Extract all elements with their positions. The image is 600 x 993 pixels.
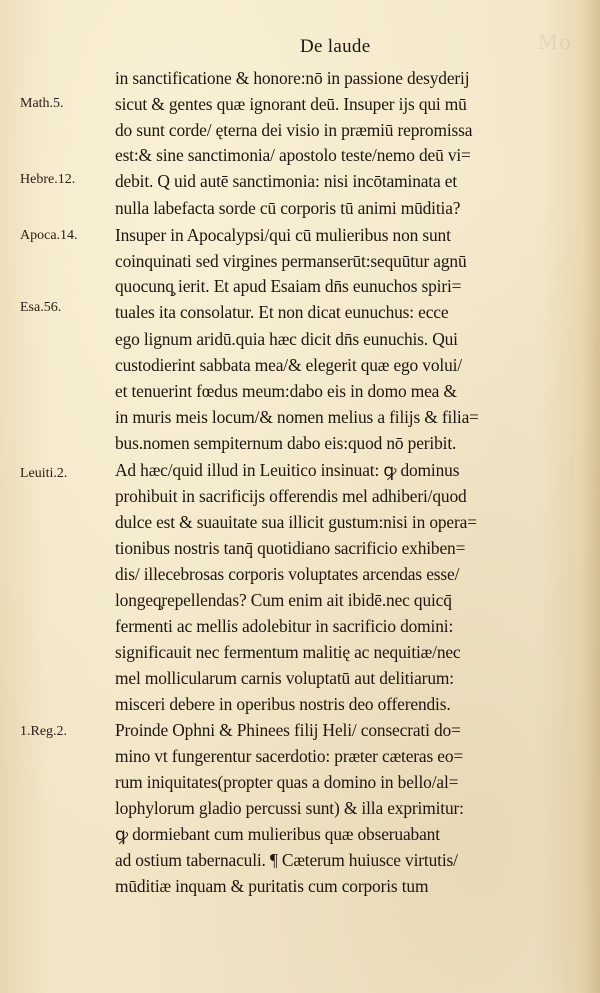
text-line: in sanctificatione & honore:nō in passione desyderij [115, 68, 470, 88]
text-line: Insuper in Apocalypsi/qui cū mulieribus non sunt [115, 225, 451, 245]
text-line: fermenti ac mellis adolebitur in sacrificio domini: [115, 616, 454, 636]
margin-note-hebre: Hebre.12. [20, 172, 76, 187]
text-line: longeq̧repellendas? Cum enim ait ibidē.nec quicq̄ [115, 590, 452, 610]
text-line: lophylorum gladio percussi sunt) & illa exprimitur: [115, 798, 464, 818]
text-line: sicut & gentes quæ ignorant deū. Insuper ijs qui mū [115, 94, 467, 114]
text-line: ego lignum aridū.quia hæc dicit dn̄s eunuchis. Qui [115, 329, 458, 349]
text-line: ad ostium tabernaculi. ¶ Cæterum huiusce virtutis/ [115, 850, 458, 870]
text-line: bus.nomen sempiternum dabo eis:quod nō peribit. [115, 433, 457, 453]
margin-note-leuiti: Leuiti.2. [20, 466, 68, 481]
margin-note-esa: Esa.56. [20, 300, 62, 315]
margin-note-reg: 1.Reg.2. [20, 724, 68, 739]
text-line: coinquinati sed virgines permanserūt:sequūtur agnū [115, 251, 467, 271]
margin-note-apoca: Apoca.14. [20, 228, 78, 243]
page-edge-shadow [582, 0, 600, 993]
text-line: Ad hæc/quid illud in Leuitico insinuat: ꝙ dominus [115, 460, 460, 480]
text-line: dulce est & suauitate sua illicit gustum:nisi in opera= [115, 512, 477, 532]
running-head: De laude [300, 36, 371, 57]
text-line: prohibuit in sacrificijs offerendis mel adhiberi/quod [115, 486, 467, 506]
text-line: debit. Q uid autē sanctimonia: nisi incōtaminata et [115, 171, 458, 191]
text-line: in muris meis locum/& nomen melius a filijs & filia= [115, 407, 479, 427]
text-line: rum iniquitates(propter quas a domino in bello/al= [115, 772, 459, 792]
text-line: mūditiæ inquam & puritatis cum corporis tum [115, 876, 429, 896]
text-line: Proinde Ophni & Phinees filij Heli/ consecrati do= [115, 720, 461, 740]
show-through-text: Mo [537, 30, 572, 54]
text-line: est:& sine sanctimonia/ apostolo teste/nemo deū vi= [115, 145, 471, 165]
margin-note-math: Math.5. [20, 96, 64, 111]
text-line: custodierint sabbata mea/& elegerit quæ ego volui/ [115, 355, 462, 375]
text-line: significauit nec fermentum malitię ac nequitiæ/nec [115, 642, 461, 662]
text-line: ꝙ dormiebant cum mulieribus quæ obseruabant [115, 824, 440, 844]
text-line: mino vt fungerentur sacerdotio: præter cæteras eo= [115, 746, 464, 766]
text-line: mel mollicularum carnis voluptatū aut delitiarum: [115, 668, 454, 688]
text-line: do sunt corde/ ęterna dei visio in præmiū repromissa [115, 120, 473, 140]
text-line: tionibus nostris tanq̄ quotidiano sacrificio exhiben= [115, 538, 466, 558]
text-line: tuales ita consolatur. Et non dicat eunuchus: ecce [115, 302, 449, 322]
text-line: misceri debere in operibus nostris deo offerendis. [115, 694, 451, 714]
text-line: et tenuerint fœdus meum:dabo eis in domo mea & [115, 381, 457, 401]
text-line: nulla labefacta sorde cū corporis tū animi mūditia? [115, 198, 461, 218]
text-line: quocunq̧ ierit. Et apud Esaiam dn̄s eunuchos spiri= [115, 276, 462, 296]
text-line: dis/ illecebrosas corporis voluptates arcendas esse/ [115, 564, 460, 584]
